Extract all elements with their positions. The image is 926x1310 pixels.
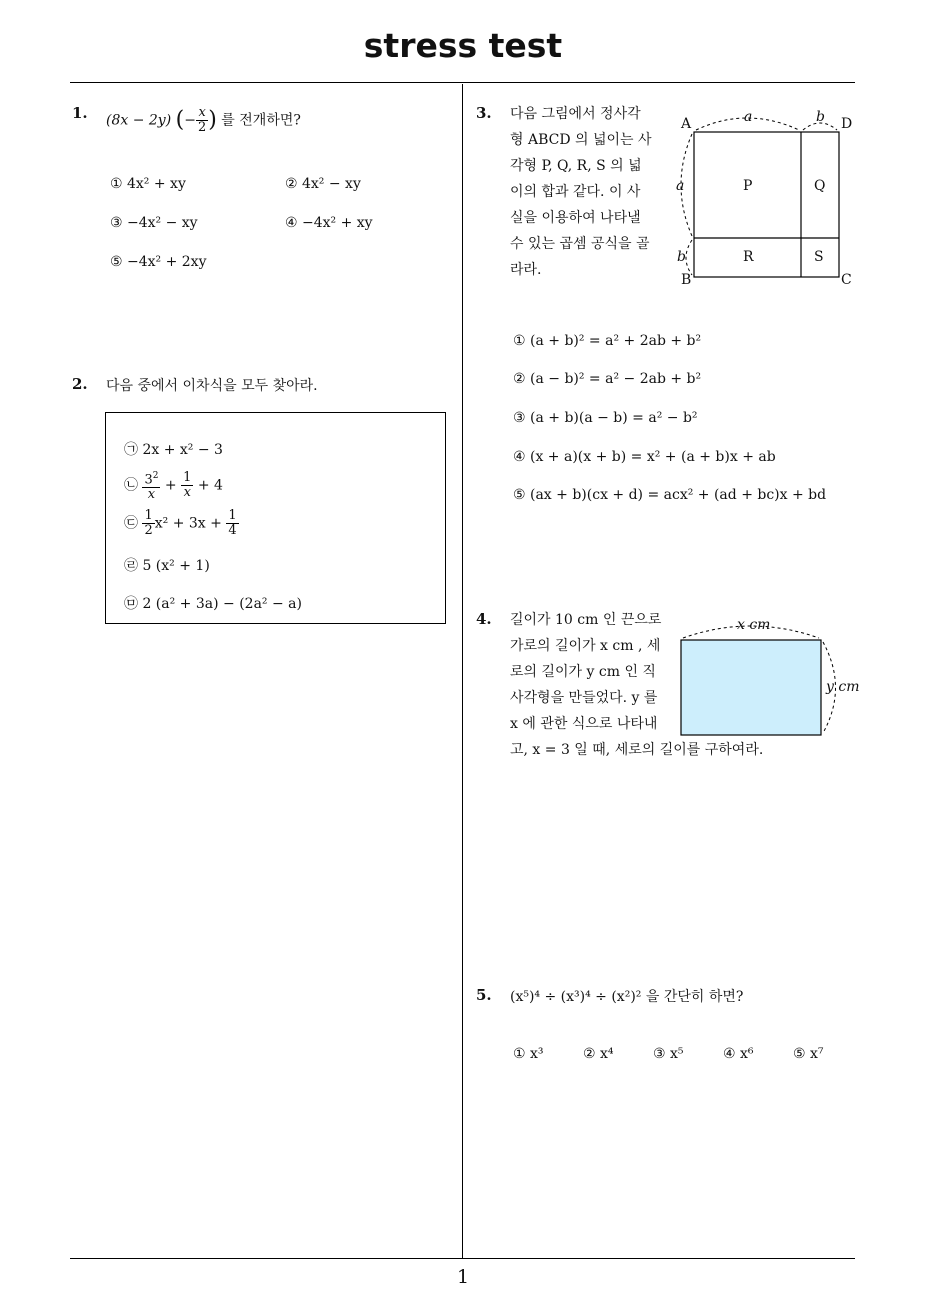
top-b-label: b xyxy=(816,109,825,125)
left-a-label: a xyxy=(676,178,685,194)
question-text: 를 전개하면? xyxy=(221,112,301,129)
vertex-b-label: B xyxy=(681,272,692,288)
top-a-label: a xyxy=(744,109,753,125)
option-3[interactable]: ③ −4x² − xy xyxy=(110,215,198,231)
question-text: 다음 중에서 이차식을 모두 찾아라. xyxy=(106,378,318,394)
vertex-d-label: D xyxy=(841,116,853,132)
question-stem: (8x − 2y) (− $\frac{x}{2}$ ) 를 전개하면? xyxy=(106,105,301,135)
page-number: 1 xyxy=(456,1266,470,1288)
option-2[interactable]: ② 4x² − xy xyxy=(285,176,361,192)
option-3[interactable]: ③ (a + b)(a − b) = a² − b² xyxy=(513,410,698,426)
footer-rule xyxy=(70,1258,855,1259)
square-diagram xyxy=(672,108,862,293)
option-4[interactable]: ④ (x + a)(x + b) = x² + (a + b)x + ab xyxy=(513,449,776,465)
column-divider xyxy=(462,84,463,1258)
left-b-label: b xyxy=(677,249,686,265)
option-3[interactable]: ③ x⁵ xyxy=(653,1046,684,1062)
region-s-label: S xyxy=(814,249,824,265)
region-p-label: P xyxy=(743,178,753,194)
question-number: 1. xyxy=(72,104,88,122)
region-r-label: R xyxy=(743,249,754,265)
question-text: 다음 그림에서 정사각 형 ABCD 의 넓이는 사 각형 P, Q, R, S 의 넓 이의 합과 같다. 이 사 실을 이용하여 나타낼 수 있는 곱셈 공식을 골 라라. xyxy=(510,106,652,278)
option-5[interactable]: ⑤ (ax + b)(cx + d) = acx² + (ad + bc)x + bd xyxy=(513,487,827,503)
width-label: x cm xyxy=(737,617,771,633)
option-5[interactable]: ⑤ −4x² + 2xy xyxy=(110,254,207,270)
option-4[interactable]: ④ −4x² + xy xyxy=(285,215,373,231)
question-number: 5. xyxy=(476,986,492,1004)
expression-box xyxy=(105,412,446,624)
box-item-5: ㉤ 2 (a² + 3a) − (2a² − a) xyxy=(124,596,302,612)
option-1[interactable]: ① 4x² + xy xyxy=(110,176,186,192)
option-4[interactable]: ④ x⁶ xyxy=(723,1046,754,1062)
question-number: 4. xyxy=(476,610,492,628)
page-title: stress test xyxy=(363,26,563,65)
box-item-1: ㉠ 2x + x² − 3 xyxy=(124,442,223,458)
fraction-numerator: x xyxy=(196,106,208,121)
box-item-2: ㉡ $\frac{3^2}{x}$ + $\frac{1}{x}$ + 4 xyxy=(124,470,223,503)
option-2[interactable]: ② (a − b)² = a² − 2ab + b² xyxy=(513,371,702,387)
option-2[interactable]: ② x⁴ xyxy=(583,1046,614,1062)
expression: (8x − 2y) xyxy=(106,112,172,129)
header-rule xyxy=(70,82,855,83)
option-1[interactable]: ① (a + b)² = a² + 2ab + b² xyxy=(513,333,702,349)
option-1[interactable]: ① x³ xyxy=(513,1046,544,1062)
rectangle-shape xyxy=(681,640,821,735)
box-item-4: ㉣ 5 (x² + 1) xyxy=(124,558,210,574)
question-number: 2. xyxy=(72,375,88,393)
question-text: (x⁵)⁴ ÷ (x³)⁴ ÷ (x²)² 을 간단히 하면? xyxy=(510,989,744,1005)
height-label: y cm xyxy=(826,679,860,695)
fraction-denominator: 2 xyxy=(197,120,207,135)
question-text: 길이가 10 cm 인 끈으로 가로의 길이가 x cm , 세 로의 길이가 y cm 인 직 사각형을 만들었다. y 를 x 에 관한 식으로 나타내 고, x = 3 일 때, 세로의 길이를 구하여라. xyxy=(510,612,764,758)
vertex-a-label: A xyxy=(681,116,692,132)
vertex-c-label: C xyxy=(841,272,852,288)
box-item-3: ㉢ $\frac{1}{2}$ x² + 3x + $\frac{1}{4}$ xyxy=(124,508,237,538)
region-q-label: Q xyxy=(814,178,826,194)
option-5[interactable]: ⑤ x⁷ xyxy=(793,1046,824,1062)
question-number: 3. xyxy=(476,104,492,122)
